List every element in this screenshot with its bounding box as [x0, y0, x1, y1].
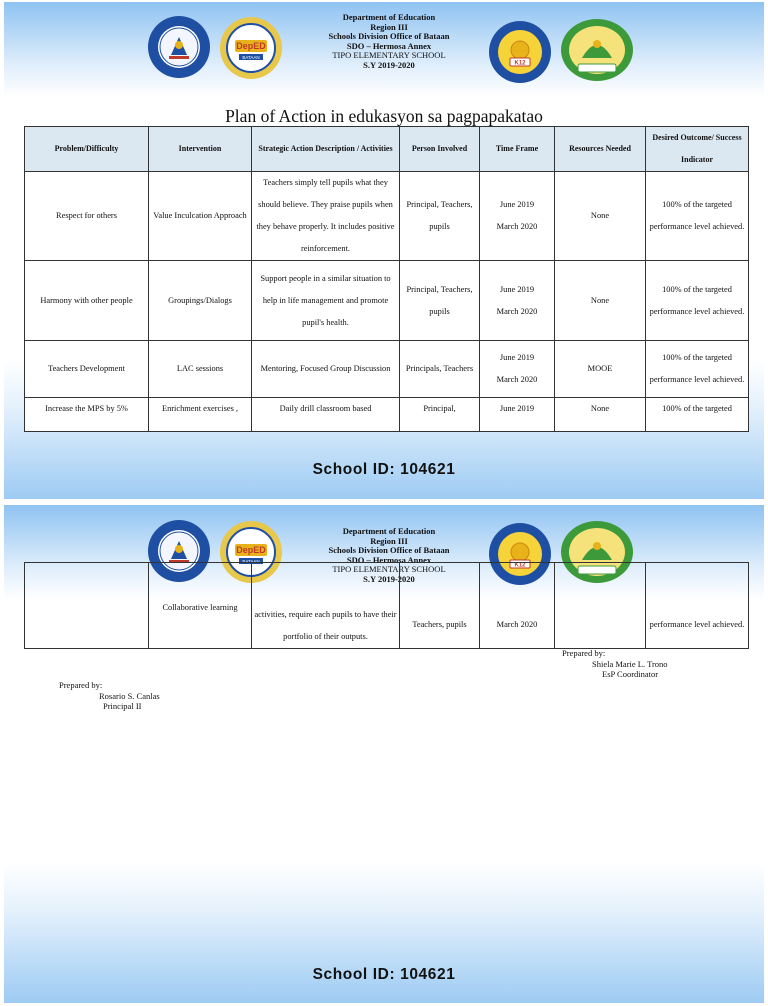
cell-intervention: LAC sessions: [149, 341, 252, 398]
time-end: March 2020: [496, 222, 538, 231]
cell-person: Principal, Teachers, pupils: [400, 172, 480, 261]
prepared-label: Prepared by:: [562, 648, 606, 658]
cell-problem: [25, 563, 149, 649]
header-line-sy: S.Y 2019-2020: [363, 59, 415, 70]
cell-resources: MOOE: [555, 341, 646, 398]
header-line-school: TIPO ELEMENTARY SCHOOL: [332, 50, 446, 61]
table-row: [25, 563, 749, 649]
time-start: June 2019: [499, 200, 535, 209]
cell-intervention: Value Inculcation Approach: [149, 172, 252, 261]
prepared-by-principal: [59, 680, 160, 712]
header-outcome: Desired Outcome/ Success Indicator: [646, 127, 749, 172]
header-intervention: Intervention: [149, 127, 252, 172]
cell-outcome: performance level achieved.: [646, 563, 749, 649]
header-line-sdo: SDO – Hermosa Annex: [346, 40, 432, 51]
school-id: School ID: 104621: [312, 461, 456, 478]
cell-resources: None: [555, 261, 646, 341]
cell-resources: None: [555, 172, 646, 261]
cell-problem: Teachers Development: [25, 341, 149, 398]
svg-text:BATAAN: BATAAN: [242, 559, 260, 564]
table-row: [25, 341, 749, 398]
cell-time: June 2019: [480, 398, 555, 432]
cell-strategic: Daily drill classroom based: [252, 398, 400, 432]
header-line-department: Department of Education: [342, 12, 436, 22]
header-resources: Resources Needed: [555, 127, 646, 172]
time-start: June 2019: [499, 284, 535, 294]
svg-text:BATAAN: BATAAN: [242, 55, 260, 60]
cell-intervention: Groupings/Dialogs: [149, 261, 252, 341]
cell-person: Principals, Teachers: [400, 341, 480, 398]
cell-intervention: Enrichment exercises ,: [149, 398, 252, 432]
page-1: [4, 2, 764, 499]
header-line-region: Region III: [370, 21, 408, 32]
cell-person: Teachers, pupils: [400, 563, 480, 649]
cell-time: March 2020: [480, 563, 555, 649]
header-line-school: TIPO ELEMENTARY SCHOOL: [332, 564, 446, 575]
header-line-sy: S.Y 2019-2020: [363, 573, 415, 584]
header-line-sdo: SDO – Hermosa Annex: [346, 554, 432, 565]
table-row: [25, 398, 749, 432]
header-time: Time Frame: [480, 127, 555, 172]
cell-strategic: Mentoring, Focused Group Discussion: [252, 341, 400, 398]
cell-intervention: Collaborative learning: [149, 563, 252, 649]
time-end: March 2020: [496, 306, 538, 316]
header-line-division: Schools Division Office of Bataan: [328, 545, 450, 556]
cell-problem: Respect for others: [25, 172, 149, 261]
hermosa-district-logo: [488, 20, 552, 84]
table-header-row: [25, 127, 749, 172]
table-row: [25, 172, 749, 261]
cell-strategic: activities, require each pupils to have their portfolio of their outputs.: [252, 563, 400, 649]
svg-text:DepED: DepED: [236, 41, 266, 51]
cell-time: [480, 341, 555, 398]
deped-seal-logo: [147, 15, 211, 79]
prepared-name: Shiela Marie L. Trono: [592, 658, 668, 669]
prepared-role: Principal II: [103, 701, 142, 711]
cell-person: Principal, Teachers, pupils: [400, 261, 480, 341]
time-end: March 2020: [496, 375, 538, 384]
plan-table-continued: [24, 562, 749, 649]
deped-bataan-logo: [219, 16, 283, 80]
cell-problem: Increase the MPS by 5%: [25, 398, 149, 432]
header-block: [294, 13, 484, 71]
document-title: Plan of Action in edukasyon sa pagpapakatao: [225, 106, 543, 126]
cell-time: [480, 261, 555, 341]
cell-outcome: 100% of the targeted performance level achieved.: [646, 172, 749, 261]
page-2: [4, 505, 764, 1003]
prepared-role: EsP Coordinator: [602, 669, 659, 679]
svg-text:K12: K12: [514, 562, 526, 569]
header-line-department: Department of Education: [342, 526, 436, 536]
cell-problem: Harmony with other people: [25, 261, 149, 341]
cell-outcome: 100% of the targeted performance level achieved.: [646, 261, 749, 341]
header-problem: Problem/Difficulty: [25, 127, 149, 172]
time-start: June 2019: [499, 353, 535, 362]
prepared-label: Prepared by:: [59, 680, 103, 690]
svg-text:K12: K12: [514, 60, 526, 67]
cell-resources: None: [555, 398, 646, 432]
cell-strategic: Teachers simply tell pupils what they should believe. They praise pupils when they behave properly. It includes positive reinforcement.: [252, 172, 400, 261]
cell-outcome: 100% of the targeted performance level achieved.: [646, 341, 749, 398]
cell-time: [480, 172, 555, 261]
header-line-region: Region III: [370, 535, 408, 546]
plan-table: [24, 126, 749, 432]
tipo-school-logo: [560, 18, 634, 84]
header-line-division: Schools Division Office of Bataan: [328, 31, 450, 42]
prepared-name: Rosario S. Canlas: [99, 690, 160, 701]
cell-person: Principal,: [400, 398, 480, 432]
school-id: School ID: 104621: [312, 966, 456, 983]
cell-outcome: 100% of the targeted: [646, 398, 749, 432]
svg-text:DepED: DepED: [236, 545, 266, 555]
cell-resources: [555, 563, 646, 649]
table-row: [25, 261, 749, 341]
cell-strategic: Support people in a similar situation to help in life management and promote pupil's health.: [252, 261, 400, 341]
prepared-by-coordinator: [562, 648, 668, 680]
header-person: Person Involved: [400, 127, 480, 172]
header-strategic: Strategic Action Description / Activities: [252, 127, 400, 172]
